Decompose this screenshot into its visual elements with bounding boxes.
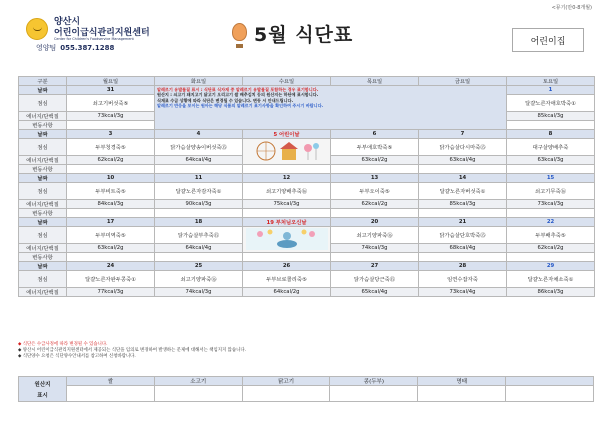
header-cell: 토요일 — [507, 77, 595, 86]
date-cell: 6 — [331, 130, 419, 139]
change-cell — [331, 165, 419, 174]
lotus-lantern-icon — [246, 228, 328, 250]
change-cell — [419, 209, 507, 218]
change-cell — [243, 165, 331, 174]
origin-header-cell: 닭고기 — [242, 377, 330, 386]
date-row — [19, 262, 595, 271]
origin-value-cell — [506, 386, 594, 402]
origin-header-cell: 쌀 — [67, 377, 155, 386]
change-cell — [507, 209, 595, 218]
origin-value-cell — [330, 386, 418, 402]
page-corner-note: <뮤기(만0-8개월) — [551, 5, 592, 11]
origin-value-cell — [67, 386, 155, 402]
origin-header-cell: 명태 — [418, 377, 506, 386]
row-label-energy: 에너지/단백질 — [19, 200, 67, 209]
meal-cell: 닭가슴살다시마죽⑮ — [419, 139, 507, 156]
row-label-energy: 에너지/단백질 — [19, 288, 67, 297]
change-cell — [331, 209, 419, 218]
meal-cell: 달걀노른자채소죽① — [507, 271, 595, 288]
energy-cell: 85kcal/3g — [419, 200, 507, 209]
origin-value-cell — [418, 386, 506, 402]
childrens-day-illustration — [243, 139, 331, 165]
row-label-change: 변동사항 — [19, 209, 67, 218]
date-row — [19, 218, 595, 227]
page-title: 5월 식단표 — [254, 24, 354, 46]
change-cell — [67, 121, 155, 130]
change-cell — [155, 165, 243, 174]
change-cell — [331, 253, 419, 262]
energy-cell: 73kcal/3g — [67, 112, 155, 121]
change-cell — [243, 209, 331, 218]
org-name: 어린이급식관리지원센터 — [54, 28, 150, 38]
energy-cell: 86kcal/3g — [507, 288, 595, 297]
energy-cell: 63kcal/2g — [331, 156, 419, 165]
origin-header-row — [19, 377, 594, 386]
origin-header-cell — [506, 377, 594, 386]
org-city: 양산시 — [54, 17, 81, 27]
date-cell: 13 — [331, 174, 419, 183]
energy-cell: 68kcal/4g — [419, 244, 507, 253]
notice-line: 알레르기 유발물질 표시 : 식단표 식자재 중 알레르기 유발물질 포함하는 경우 표기합니다. — [157, 87, 319, 92]
origin-header-cell: 콩(두부) — [330, 377, 418, 386]
energy-cell: 73kcal/4g — [419, 288, 507, 297]
energy-cell: 63kcal/3g — [507, 156, 595, 165]
energy-cell: 63kcal/2g — [67, 244, 155, 253]
change-cell — [67, 253, 155, 262]
row-label-change: 변동사항 — [19, 121, 67, 130]
row-label-meal: 점심 — [19, 95, 67, 112]
weekday-header-row — [19, 77, 595, 86]
meal-cell: 두부비트죽⑤ — [67, 183, 155, 200]
header-cell: 화요일 — [155, 77, 243, 86]
energy-cell: 73kcal/3g — [507, 200, 595, 209]
energy-cell: 85kcal/3g — [507, 112, 595, 121]
date-cell: 31 — [67, 86, 155, 95]
change-cell — [67, 165, 155, 174]
date-cell-holiday: 5 어린이날 — [243, 130, 331, 139]
row-label-meal: 점심 — [19, 139, 67, 156]
date-cell: 14 — [419, 174, 507, 183]
date-cell: 20 — [331, 218, 419, 227]
row-label-energy: 에너지/단백질 — [19, 244, 67, 253]
dietitian-label: 영양팀 — [36, 44, 57, 52]
dietitian-contact — [36, 43, 114, 53]
meal-row — [19, 183, 595, 200]
change-cell — [419, 253, 507, 262]
energy-cell: 75kcal/3g — [243, 200, 331, 209]
meal-cell: 쇠고기버섯죽⑤ — [67, 95, 155, 112]
date-cell: 22 — [507, 218, 595, 227]
energy-cell: 77kcal/3g — [67, 288, 155, 297]
change-cell — [155, 209, 243, 218]
footer-note: ◆ 식단양수 요청은 식단양수안내서를 참고하여 신청바랍니다. — [18, 354, 136, 359]
date-cell: 8 — [507, 130, 595, 139]
date-row — [19, 130, 595, 139]
energy-cell: 65kcal/4g — [331, 288, 419, 297]
change-cell — [507, 121, 595, 130]
meal-cell: 달걀노른자감자죽① — [155, 183, 243, 200]
change-cell — [243, 253, 331, 262]
change-row — [19, 209, 595, 218]
origin-header-cell: 소고기 — [154, 377, 242, 386]
notice-line: 알레르기 반응을 보이는 원아는 해당 식품의 알레르기 표기사항을 확인하여 주시기 바랍니다. — [157, 103, 324, 109]
change-cell — [67, 209, 155, 218]
date-cell: 25 — [155, 262, 243, 271]
change-cell — [419, 165, 507, 174]
meal-cell: 쇠고기양파죽⑯ — [155, 271, 243, 288]
date-cell: 28 — [419, 262, 507, 271]
origin-label: 원산지 표시 — [19, 377, 67, 402]
origin-table — [18, 376, 594, 402]
change-cell — [507, 253, 595, 262]
date-cell: 21 — [419, 218, 507, 227]
energy-cell: 62kcal/2g — [331, 200, 419, 209]
origin-value-row — [19, 386, 594, 402]
change-cell — [507, 165, 595, 174]
buddha-birthday-illustration — [243, 227, 331, 253]
date-cell: 11 — [155, 174, 243, 183]
header-cell: 구분 — [19, 77, 67, 86]
origin-value-cell — [242, 386, 330, 402]
energy-cell: 90kcal/3g — [155, 200, 243, 209]
header-cell: 금요일 — [419, 77, 507, 86]
meal-cell: 달걀노른자애호박죽① — [507, 95, 595, 112]
meal-row — [19, 139, 595, 156]
meal-cell: 쇠고기양파죽⑯ — [331, 227, 419, 244]
menu-table — [18, 76, 595, 297]
meal-cell: 닭가슴살당근죽⑮ — [331, 271, 419, 288]
energy-cell: 64kcal/4g — [155, 156, 243, 165]
row-label-meal: 점심 — [19, 183, 67, 200]
row-label-change: 변동사항 — [19, 165, 67, 174]
meal-cell: 달걀노른자버섯죽① — [419, 183, 507, 200]
date-row — [19, 86, 595, 95]
date-cell: 1 — [507, 86, 595, 95]
row-label-date: 날짜 — [19, 218, 67, 227]
meal-cell: 달걀노른자완두콩죽① — [67, 271, 155, 288]
target-audience-box: 어린이집 — [512, 28, 584, 52]
row-label-energy: 에너지/단백질 — [19, 112, 67, 121]
header-cell: 월요일 — [67, 77, 155, 86]
date-cell: 15 — [507, 174, 595, 183]
change-row — [19, 253, 595, 262]
meal-cell: 쇠고기양배추죽⑯ — [243, 183, 331, 200]
change-row — [19, 165, 595, 174]
meal-cell: 두부청경죽⑤ — [67, 139, 155, 156]
date-cell: 3 — [67, 130, 155, 139]
footer-notes — [18, 342, 594, 360]
meal-cell: 두부브로콜리죽⑤ — [243, 271, 331, 288]
phone-number: 055.387.1288 — [60, 44, 115, 52]
meal-row — [19, 271, 595, 288]
meal-cell: 닭가슴살양송이버섯죽⑮ — [155, 139, 243, 156]
row-label-date: 날짜 — [19, 130, 67, 139]
energy-cell: 64kcal/4g — [155, 244, 243, 253]
meal-cell: 닭가슴살단호박죽⑮ — [419, 227, 507, 244]
meal-cell: 두부애호박죽⑤ — [331, 139, 419, 156]
amusement-park-icon — [246, 140, 328, 162]
energy-row — [19, 288, 595, 297]
energy-row — [19, 200, 595, 209]
org-english-name: Center for Children's Foodservice Management — [54, 37, 134, 41]
date-cell: 29 — [507, 262, 595, 271]
energy-cell: 74kcal/3g — [155, 288, 243, 297]
meal-cell: 닭가슴살부추죽⑮ — [155, 227, 243, 244]
date-cell: 26 — [243, 262, 331, 271]
meal-cell: 두부오이죽⑤ — [331, 183, 419, 200]
notice-line: 원산지 : 쇠고기 돼지고기 닭고기 오리고기 쌀 배추김치 등의 원산지는 하단에 표시합니다. — [157, 92, 319, 98]
balloon-basket-icon — [236, 44, 243, 48]
row-label-date: 날짜 — [19, 174, 67, 183]
date-cell: 18 — [155, 218, 243, 227]
date-cell: 24 — [67, 262, 155, 271]
energy-cell: 64kcal/2g — [243, 288, 331, 297]
date-cell: 17 — [67, 218, 155, 227]
row-label-date: 날짜 — [19, 86, 67, 95]
page-header — [0, 10, 600, 68]
notice-box — [155, 86, 507, 130]
notice-line: 식재료 수급 상황에 따라 식단은 변경될 수 있습니다. 변동 시 안내드립니다. — [157, 97, 293, 103]
date-cell: 27 — [331, 262, 419, 271]
energy-cell: 63kcal/4g — [419, 156, 507, 165]
energy-cell: 74kcal/3g — [331, 244, 419, 253]
row-label-meal: 점심 — [19, 227, 67, 244]
footer-note: ◆ 식단은 수급사정에 따라 변경될 수 있습니다. — [18, 342, 108, 347]
header-cell: 수요일 — [243, 77, 331, 86]
footer-note: ◆ 양산시 어린이급식관리지원센터에서 제공되는 식단을 임의로 변경하여 발생하는 문제에 대해서는 책임지지 않습니다. — [18, 348, 246, 353]
meal-cell: 임연수잡자죽 — [419, 271, 507, 288]
date-cell: 10 — [67, 174, 155, 183]
meal-row — [19, 227, 595, 244]
energy-cell: 84kcal/3g — [67, 200, 155, 209]
hot-air-balloon-icon — [232, 23, 247, 41]
energy-cell: 62kcal/2g — [507, 244, 595, 253]
row-label-energy: 에너지/단백질 — [19, 156, 67, 165]
date-row — [19, 174, 595, 183]
row-label-date: 날짜 — [19, 262, 67, 271]
header-cell: 목요일 — [331, 77, 419, 86]
meal-cell: 쇠고기무죽⑯ — [507, 183, 595, 200]
row-label-change: 변동사항 — [19, 253, 67, 262]
date-cell: 7 — [419, 130, 507, 139]
meal-cell: 두부미역죽⑤ — [67, 227, 155, 244]
change-cell — [155, 253, 243, 262]
date-cell: 12 — [243, 174, 331, 183]
origin-value-cell — [154, 386, 242, 402]
date-cell: 4 — [155, 130, 243, 139]
energy-cell: 62kcal/2g — [67, 156, 155, 165]
date-cell-holiday: 19 부처님오신날 — [243, 218, 331, 227]
meal-cell: 두부배추죽⑤ — [507, 227, 595, 244]
row-label-meal: 점심 — [19, 271, 67, 288]
meal-cell: 대구살양배추죽 — [507, 139, 595, 156]
